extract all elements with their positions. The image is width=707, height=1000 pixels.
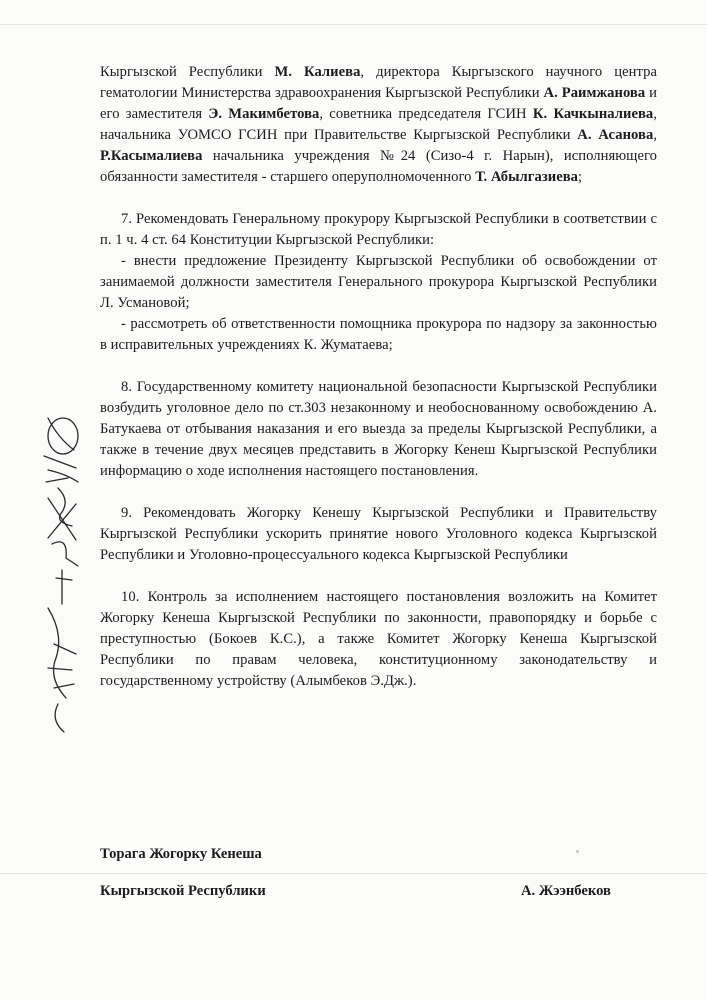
named-person: А. Асанова: [577, 127, 654, 143]
named-person: Р.Касымалиева: [100, 148, 203, 164]
paragraph-7-item-2: - рассмотреть об ответственности помощника прокурора по надзору за законностью в исправительных учреждениях К. Жуматаева;: [100, 316, 657, 353]
text-run: Кыргызской Республики: [100, 64, 275, 80]
handwritten-signature: [18, 408, 88, 738]
named-person: Т. Абылгазиева: [475, 169, 579, 185]
paragraph-7-main: 7. Рекомендовать Генеральному прокурору Кыргызской Республики в соответствии с п. 1 ч. 4 ст. 64 Конституции Кыргызской Республики:: [100, 211, 657, 248]
scan-artifact-line: [0, 24, 707, 25]
scan-artifact-line: [0, 873, 707, 874]
text-run: , директора Кыргызского научного центра гематологии Министерства здравоохранения Кыргызской Республики: [100, 64, 657, 101]
paragraph-8: 8. Государственному комитету национальной безопасности Кыргызской Республики возбудить уголовное дело по ст.303 незаконному и необоснованному освобождению А. Батукаева от отбывания наказания и его выезда за пределы Кыргызской Республики, а также в течение двух месяцев представить в Жогорку Кенеш Кыргызской Республики информацию о ходе исполнения настоящего постановления.: [100, 379, 657, 479]
text-run: , советника председателя ГСИН: [319, 106, 533, 122]
text-run: , начальника УОМСО ГСИН при Правительстве Кыргызской Республики: [100, 106, 657, 143]
paragraph-9: 9. Рекомендовать Жогорку Кенешу Кыргызской Республики и Правительству Кыргызской Республики ускорить принятие нового Уголовного кодекса Кыргызской Республики и Уголовно-процессуального кодекса Кыргызской Республики: [100, 505, 657, 563]
paragraph-intro-continuation: [100, 62, 657, 188]
named-person: К. Качкыналиева: [532, 106, 654, 122]
signatory-name: А. Жээнбеков: [521, 883, 611, 899]
paragraph-7-item-1: - внести предложение Президенту Кыргызской Республики об освобождении от занимаемой должности заместителя Генерального прокурора Кыргызской Республики Л. Усмановой;: [100, 253, 657, 311]
scan-speck: [576, 850, 579, 853]
text-run: и его заместителя: [100, 85, 658, 122]
named-person: А. Раимжанова: [543, 85, 646, 101]
text-run: ,: [653, 127, 658, 143]
signatory-title-line-2: Кыргызской Республики: [100, 883, 266, 899]
signatory-title-line-1: Торага Жогорку Кенеша: [100, 846, 262, 862]
text-run: начальника учреждения №24 (Сизо-4 г. Нарын), исполняющего обязанности заместителя - старшего оперуполномоченного: [100, 148, 657, 185]
text-run: ;: [578, 169, 583, 185]
paragraph-10: 10. Контроль за исполнением настоящего постановления возложить на Комитет Жогорку Кенеша Кыргызской Республики по законности, правопорядку и борьбе с преступностью (Бокоев К.С.), а также Комитет Жогорку Кенеша Кыргызской Республики по правам человека, конституционному законодательству и государственному устройству (Алымбеков Э.Дж.).: [100, 589, 657, 689]
named-person: М. Калиева: [274, 64, 361, 80]
named-person: Э. Макимбетова: [208, 106, 320, 122]
document-body: [100, 62, 657, 692]
paragraph-7: [100, 209, 657, 356]
